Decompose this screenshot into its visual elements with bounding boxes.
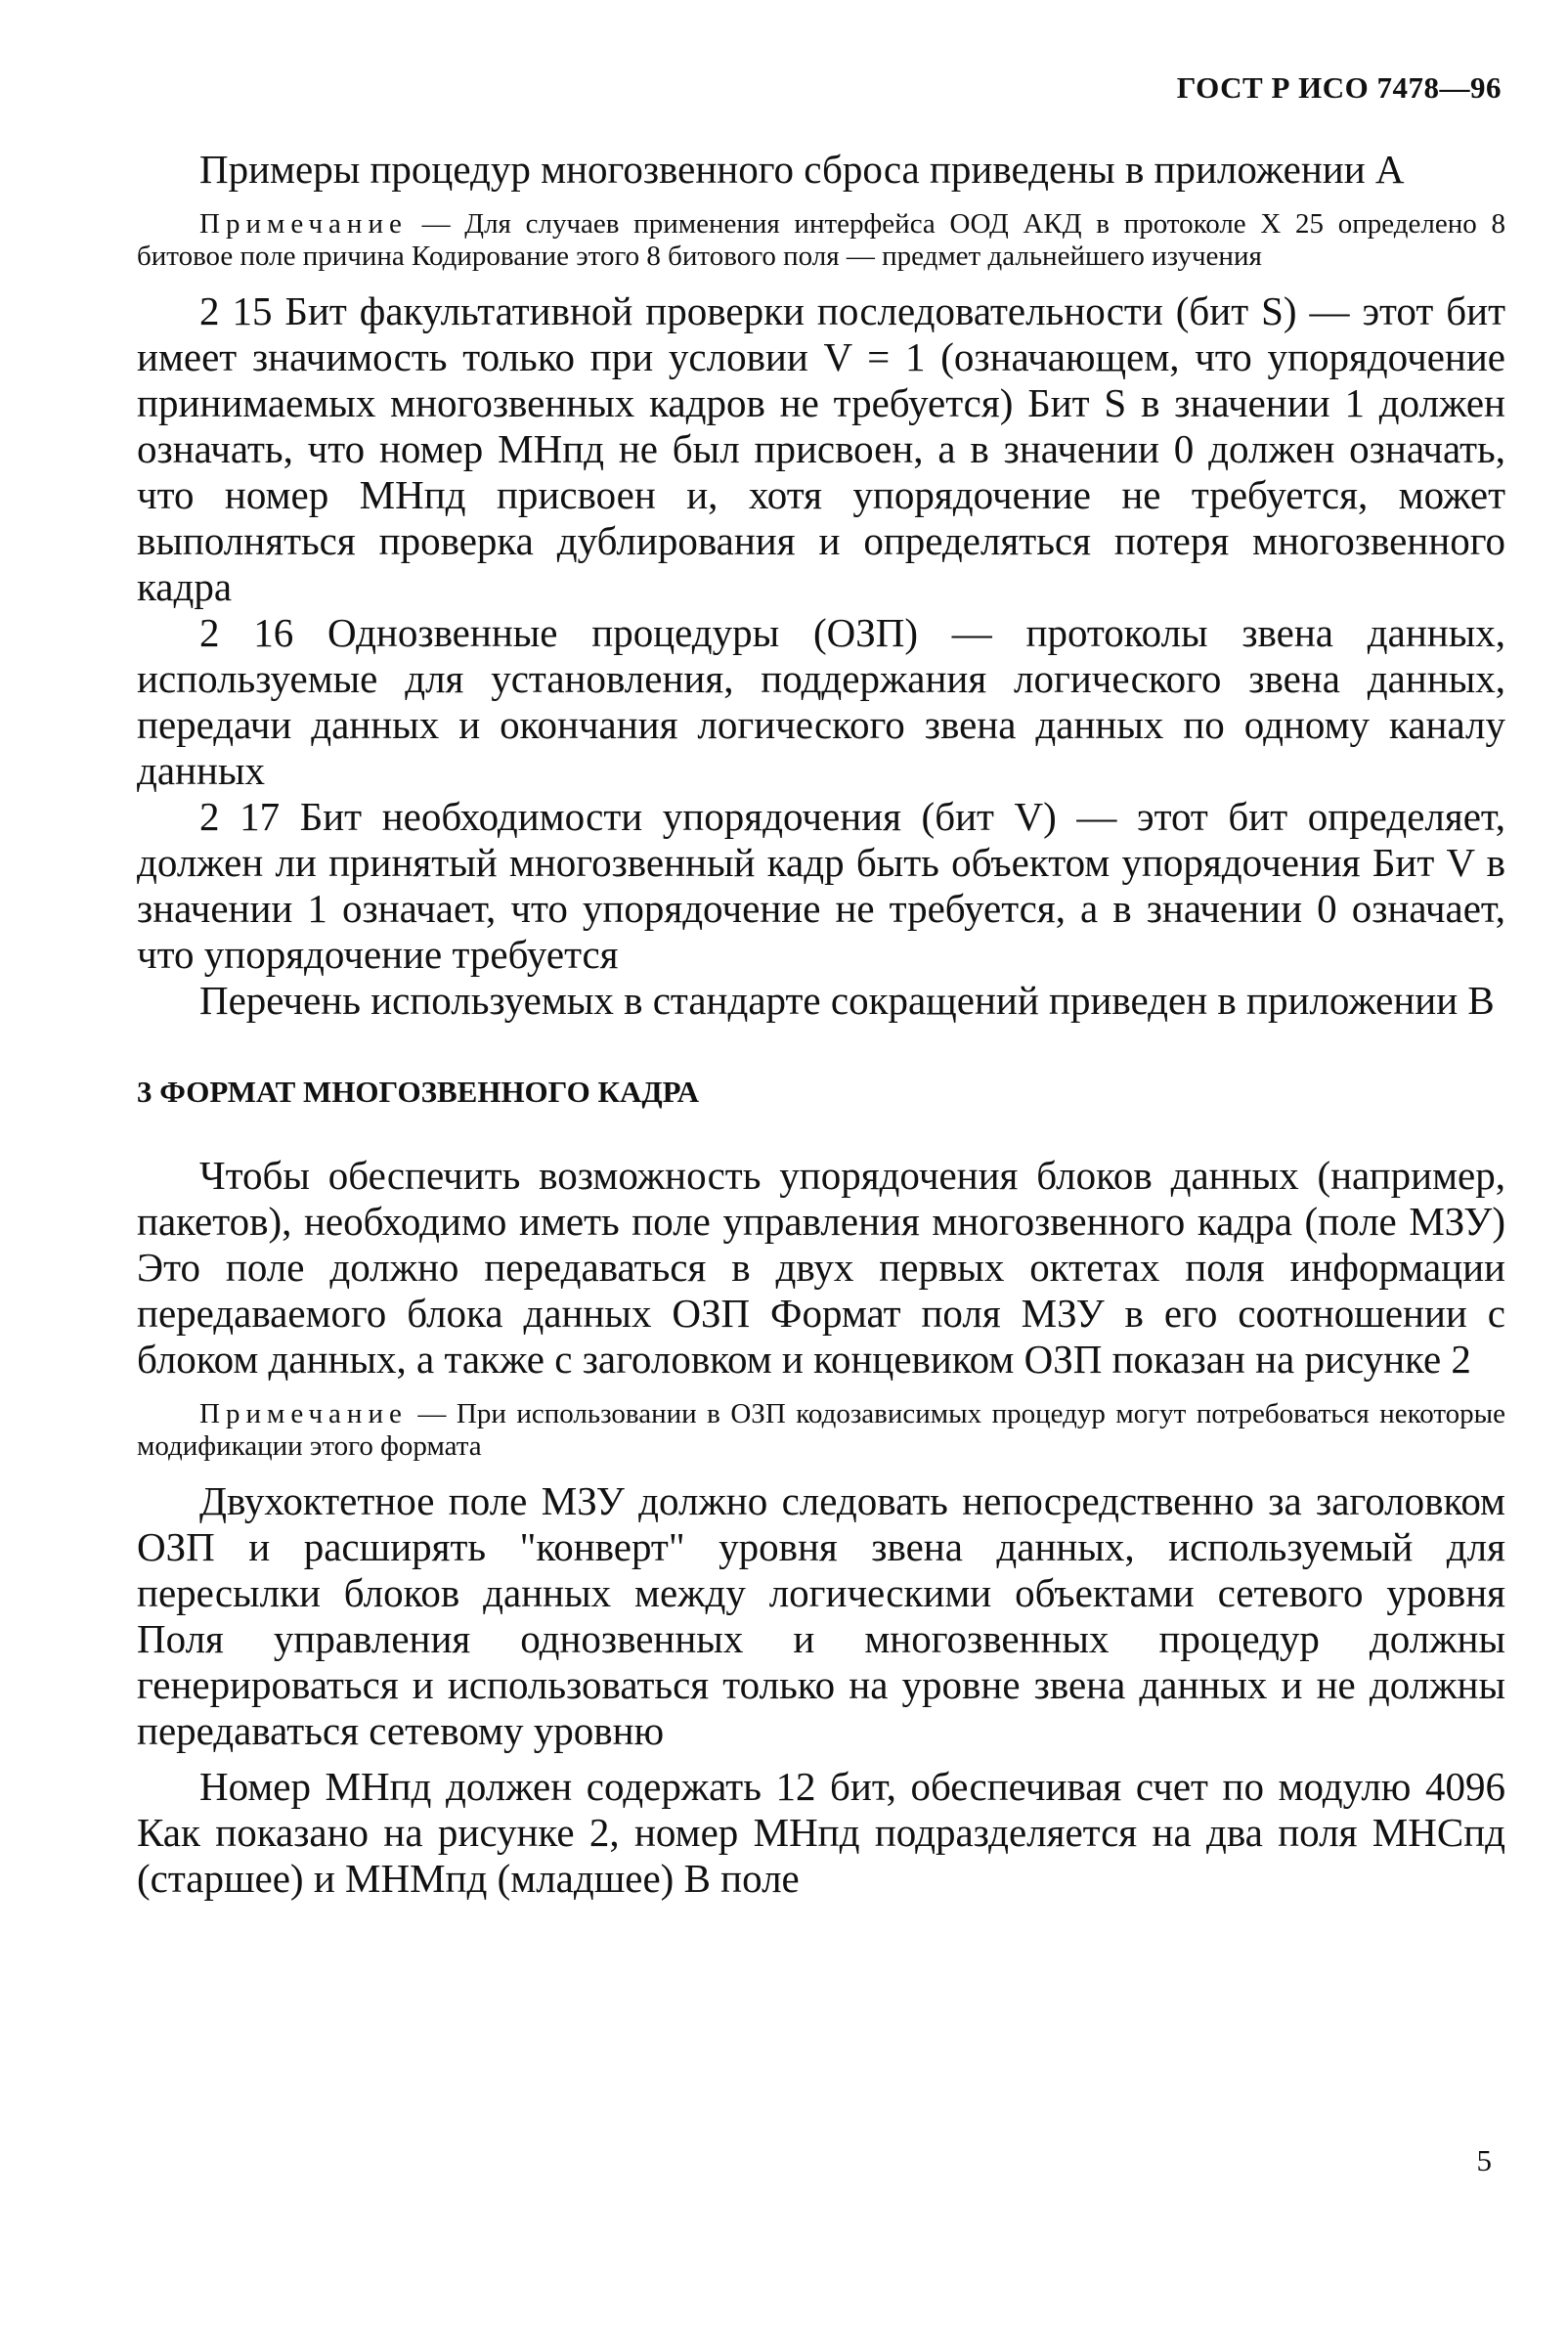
section-heading: 3 ФОРМАТ МНОГОЗВЕННОГО КАДРА <box>137 1075 700 1109</box>
standard-header: ГОСТ Р ИСО 7478—96 <box>1176 70 1502 105</box>
paragraph-abbreviations: Перечень используемых в стандарте сокращений приведен в приложении В <box>199 978 1495 1023</box>
page-content <box>137 147 1505 1902</box>
paragraph-mnpd-number: Номер МНпд должен содержать 12 бит, обеспечивая счет по модулю 4096 Как показано на рисунке 2, номер МНпд подразделяется на два поля МНСпд (старшее) и МНМпд (младшее) В поле <box>137 1764 1505 1901</box>
paragraph-2-16: 2 16 Однозвенные процедуры (ОЗП) — протоколы звена данных, используемые для установления, поддержания логического звена данных, передачи данных и окончания логического звена данных по одному каналу данных <box>137 610 1505 793</box>
note-label: Примечание <box>199 1398 408 1429</box>
page-number: 5 <box>1476 2143 1492 2177</box>
note-text: — Для случаев применения интерфейса ООД АКД в протоколе X 25 определено 8 битовое поле причина Кодирование этого 8 битового поля — предмет дальнейшего изучения <box>137 208 1505 272</box>
paragraph-mzu-field: Чтобы обеспечить возможность упорядочения блоков данных (например, пакетов), необходимо иметь поле управления многозвенного кадра (поле МЗУ) Это поле должно передаваться в двух первых октетах поля информации передаваемого блока данных ОЗП Формат поля МЗУ в его соотношении с блоком данных, а также с заголовком и концевиком ОЗП показан на рисунке 2 <box>137 1153 1505 1382</box>
paragraph-2-15: 2 15 Бит факультативной проверки последовательности (бит S) — этот бит имеет значимость только при условии V = 1 (означающем, что упорядочение принимаемых многозвенных кадров не требуется) Бит S в значении 1 должен означать, что номер МНпд не был присвоен, а в значении 0 должен означать, что номер МНпд присвоен и, хотя упорядочение не требуется, может выполняться проверка дублирования и определяться потеря многозвенного кадра <box>137 288 1505 609</box>
note-cause-field <box>137 208 1505 273</box>
note-text: — При использовании в ОЗП кодозависимых процедур могут потребоваться некоторые модификации этого формата <box>137 1398 1505 1462</box>
paragraph-reset-examples: Примеры процедур многозвенного сброса приведены в приложении А <box>199 147 1405 192</box>
note-code-dependent <box>137 1398 1505 1463</box>
paragraph-two-octet-field: Двухоктетное поле МЗУ должно следовать непосредственно за заголовком ОЗП и расширять "конверт" уровня звена данных, используемый для пересылки блоков данных между логическими объектами сетевого уровня Поля управления однозвенных и многозвенных процедур должны генерироваться и использоваться только на уровне звена данных и не должны передаваться сетевому уровню <box>137 1478 1505 1753</box>
note-label: Примечание <box>199 208 408 240</box>
paragraph-2-17: 2 17 Бит необходимости упорядочения (бит V) — этот бит определяет, должен ли принятый многозвенный кадр быть объектом упорядочения Бит V в значении 1 означает, что упорядочение не требуется, а в значении 0 означает, что упорядочение требуется <box>137 794 1505 977</box>
